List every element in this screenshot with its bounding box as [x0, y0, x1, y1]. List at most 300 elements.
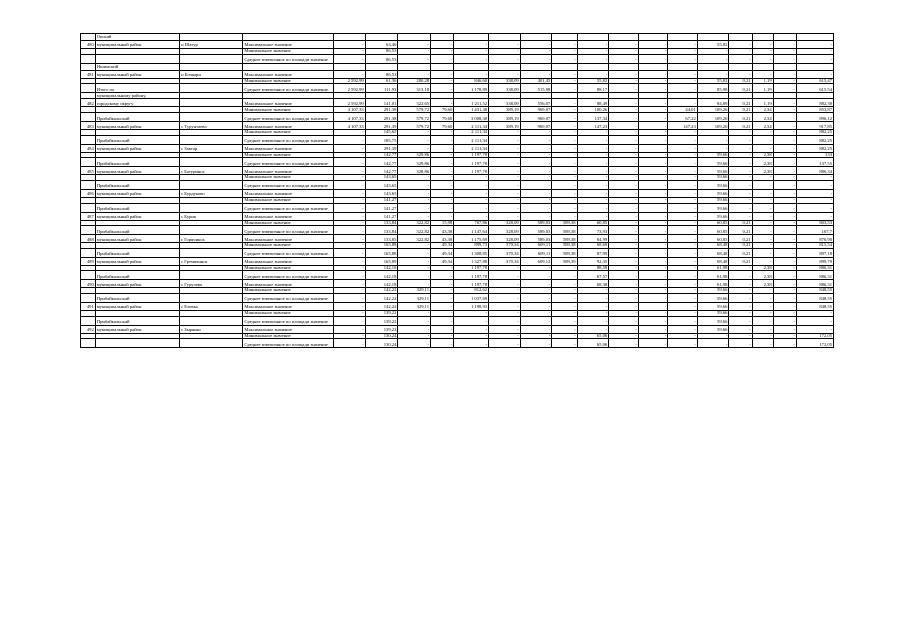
locality-cell	[180, 180, 243, 189]
value-cell: -	[796, 316, 833, 325]
value-cell: 1 211,52	[454, 99, 489, 107]
value-cell: -	[431, 203, 454, 212]
value-cell: -	[668, 316, 698, 325]
value-cell: -	[431, 99, 454, 107]
value-cell: -	[668, 189, 698, 197]
value-cell: 0,21	[729, 220, 752, 226]
value-cell: -	[773, 333, 796, 339]
indicator-cell: Минимальное значение	[243, 265, 334, 271]
value-cell: 109,26	[697, 122, 729, 130]
value-cell: 145,65	[365, 130, 398, 136]
value-cell: -	[431, 280, 454, 288]
value-cell: -	[334, 70, 366, 78]
value-cell: -	[697, 130, 729, 136]
value-cell: 328,09	[489, 220, 521, 226]
value-cell: 291,39	[365, 122, 398, 130]
row-number-cell	[81, 34, 96, 41]
value-cell: -	[668, 302, 698, 310]
value-cell: -	[729, 316, 752, 325]
value-cell: -	[552, 78, 577, 84]
value-cell: -	[398, 316, 431, 325]
value-cell: -	[729, 180, 752, 189]
value-cell: -	[773, 203, 796, 212]
value-cell: -	[729, 302, 752, 310]
value-cell: -	[520, 271, 552, 280]
value-cell: -	[773, 310, 796, 316]
value-cell: -	[431, 49, 454, 55]
value-cell: 59,66	[697, 316, 729, 325]
value-cell: -	[729, 197, 752, 203]
value-cell: 882,38	[796, 99, 833, 107]
value-cell: 61,98	[697, 271, 729, 280]
value-cell: 0,21	[729, 122, 752, 130]
value-cell: -	[334, 235, 366, 243]
value-cell: -	[577, 41, 609, 49]
value-cell: -	[668, 130, 698, 136]
value-cell: -	[552, 212, 577, 220]
value-cell: -	[398, 130, 431, 136]
value-cell: 589,38	[552, 248, 577, 257]
value-cell: 67,22	[668, 113, 698, 122]
value-cell: 1,19	[752, 78, 773, 84]
indicator-cell: Максимальное значение	[243, 280, 334, 288]
value-cell: 1 431,48	[454, 107, 489, 113]
value-cell: -	[577, 144, 609, 152]
value-cell: -	[638, 333, 668, 339]
value-cell: -	[609, 288, 639, 294]
value-cell: -	[773, 339, 796, 348]
value-cell: -	[638, 167, 668, 175]
value-cell: -	[668, 220, 698, 226]
value-cell: -	[638, 220, 668, 226]
value-cell: -	[398, 70, 431, 78]
value-cell: -	[697, 135, 729, 144]
value-cell: -	[609, 167, 639, 175]
value-cell: -	[638, 152, 668, 158]
value-cell: -	[668, 78, 698, 84]
value-cell: 2 111,34	[454, 135, 489, 144]
value-cell: -	[638, 212, 668, 220]
value-cell: 2 592,99	[334, 99, 366, 107]
district-cell: городскому округу	[95, 99, 179, 107]
value-cell	[365, 34, 398, 41]
value-cell: 291,39	[365, 144, 398, 152]
value-cell: -	[729, 325, 752, 333]
value-cell: -	[638, 78, 668, 84]
value-cell: 589,38	[552, 235, 577, 243]
value-cell: -	[668, 203, 698, 212]
value-cell: -	[609, 316, 639, 325]
value-cell: -	[752, 175, 773, 181]
value-cell: -	[638, 265, 668, 271]
value-cell: -	[334, 197, 366, 203]
value-cell: 165,89	[365, 257, 398, 265]
value-cell: -	[638, 248, 668, 257]
value-cell: -	[773, 325, 796, 333]
value-cell: -	[520, 339, 552, 348]
value-cell: -	[489, 49, 521, 55]
indicator-cell: Среднее взвешенное по площади значение	[243, 316, 334, 325]
locality-cell	[180, 226, 243, 235]
value-cell: 897,18	[796, 248, 833, 257]
value-cell: -	[398, 197, 431, 203]
value-cell: 44,01	[668, 107, 698, 113]
value-cell: -	[552, 265, 577, 271]
value-cell: -	[668, 197, 698, 203]
value-cell: 815,54	[796, 243, 833, 249]
value-cell: -	[520, 212, 552, 220]
value-cell: 291,38	[365, 107, 398, 113]
value-cell: -	[489, 180, 521, 189]
indicator-cell: Минимальное значение	[243, 49, 334, 55]
value-cell: -	[520, 175, 552, 181]
table-row	[81, 70, 834, 78]
value-cell: -	[489, 70, 521, 78]
value-cell: -	[729, 212, 752, 220]
value-cell: 1 178,89	[454, 84, 489, 93]
value-cell: -	[552, 325, 577, 333]
value-cell: -	[729, 130, 752, 136]
value-cell: -	[398, 175, 431, 181]
value-cell: 109,26	[697, 107, 729, 113]
value-cell: 59,66	[697, 325, 729, 333]
district-cell	[95, 54, 179, 63]
value-cell: -	[773, 302, 796, 310]
value-cell: -	[489, 310, 521, 316]
value-cell: 899,73	[454, 243, 489, 249]
value-cell	[796, 63, 833, 70]
locality-cell: с Батуринск	[180, 167, 243, 175]
value-cell: 49,34	[431, 257, 454, 265]
value-cell: -	[773, 235, 796, 243]
value-cell: -	[552, 49, 577, 55]
value-cell: -	[638, 280, 668, 288]
value-cell: 4 107,33	[334, 113, 366, 122]
value-cell: 68,48	[697, 248, 729, 257]
value-cell: -	[668, 226, 698, 235]
value-cell: -	[552, 84, 577, 93]
value-cell: -	[638, 310, 668, 316]
row-number-cell	[81, 113, 96, 122]
value-cell: 2,38	[752, 158, 773, 167]
value-cell: -	[609, 333, 639, 339]
value-cell: -	[729, 144, 752, 152]
indicator-cell: Максимальное значение	[243, 41, 334, 49]
value-cell: -	[668, 99, 698, 107]
locality-cell	[180, 135, 243, 144]
value-cell: -	[454, 339, 489, 348]
value-cell: 0,21	[729, 243, 752, 249]
value-cell: -	[552, 99, 577, 107]
row-number-cell	[81, 158, 96, 167]
value-cell: 133,84	[365, 220, 398, 226]
row-number-cell: 480	[81, 41, 96, 49]
value-cell: -	[773, 144, 796, 152]
value-cell: -	[431, 78, 454, 84]
value-cell: -	[668, 158, 698, 167]
row-number-cell	[81, 271, 96, 280]
value-cell: -	[334, 189, 366, 197]
table-row	[81, 99, 834, 107]
value-cell: -	[577, 197, 609, 203]
value-cell: -	[773, 197, 796, 203]
value-cell: -	[431, 265, 454, 271]
value-cell: -	[334, 54, 366, 63]
value-cell: -	[489, 197, 521, 203]
value-cell: -	[609, 248, 639, 257]
value-cell: 848,55	[796, 293, 833, 302]
value-cell: -	[668, 265, 698, 271]
value-cell: -	[334, 226, 366, 235]
value-cell: -	[454, 175, 489, 181]
indicator-cell: Среднее взвешенное по площади значение	[243, 293, 334, 302]
value-cell: -	[773, 180, 796, 189]
row-number-cell: 490	[81, 280, 96, 288]
value-cell: -	[729, 152, 752, 158]
value-cell: -	[638, 70, 668, 78]
value-cell: 55,82	[697, 78, 729, 84]
value-cell: -	[609, 122, 639, 130]
value-cell: -	[729, 49, 752, 55]
value-cell: -	[334, 212, 366, 220]
value-cell: 49,34	[431, 243, 454, 249]
value-cell	[729, 34, 752, 41]
locality-cell: с Гремячинск	[180, 257, 243, 265]
value-cell: -	[552, 203, 577, 212]
value-cell: 43,38	[431, 226, 454, 235]
value-cell	[552, 34, 577, 41]
table-row	[81, 41, 834, 49]
value-cell: 59,66	[697, 212, 729, 220]
value-cell: 79,60	[431, 107, 454, 113]
value-cell: -	[334, 135, 366, 144]
value-cell: -	[796, 310, 833, 316]
value-cell: 172,05	[796, 333, 833, 339]
value-cell: -	[752, 310, 773, 316]
value-cell: -	[520, 333, 552, 339]
value-cell: -	[334, 203, 366, 212]
value-cell: -	[609, 113, 639, 122]
value-cell: -	[431, 41, 454, 49]
value-cell: 68,38	[577, 280, 609, 288]
value-cell: 185,75	[365, 135, 398, 144]
value-cell: -	[752, 220, 773, 226]
value-cell: 88,49	[577, 99, 609, 107]
value-cell	[796, 34, 833, 41]
value-cell: 615,47	[796, 78, 833, 84]
value-cell: -	[773, 78, 796, 84]
value-cell: 61,98	[697, 265, 729, 271]
value-cell: -	[454, 49, 489, 55]
value-cell: -	[729, 288, 752, 294]
value-cell: -	[577, 167, 609, 175]
indicator-cell: Минимальное значение	[243, 175, 334, 181]
row-number-cell	[81, 316, 96, 325]
value-cell: -	[752, 288, 773, 294]
value-cell: -	[609, 271, 639, 280]
value-cell: -	[668, 135, 698, 144]
value-cell	[752, 34, 773, 41]
value-cell: -	[431, 197, 454, 203]
table-row	[81, 34, 834, 41]
value-cell: -	[729, 293, 752, 302]
value-cell: -	[489, 54, 521, 63]
value-cell: -	[752, 325, 773, 333]
value-cell: -	[773, 175, 796, 181]
locality-cell	[180, 84, 243, 93]
value-cell: -	[796, 175, 833, 181]
table-row	[81, 135, 834, 144]
value-cell: -	[773, 49, 796, 55]
row-number-cell	[81, 226, 96, 235]
indicator-cell: Максимальное значение	[243, 70, 334, 78]
value-cell: 328,86	[398, 167, 431, 175]
value-cell	[334, 34, 366, 41]
value-cell: -	[431, 144, 454, 152]
value-cell: 59,66	[697, 152, 729, 158]
value-cell: 2 111,34	[454, 122, 489, 130]
value-cell: -	[773, 54, 796, 63]
value-cell: -	[431, 293, 454, 302]
value-cell: -	[398, 265, 431, 271]
value-cell: -	[638, 325, 668, 333]
value-cell: -	[752, 70, 773, 78]
value-cell: -	[489, 203, 521, 212]
value-cell: 0,21	[729, 235, 752, 243]
locality-cell: с Зырянко	[180, 325, 243, 333]
value-cell: -	[520, 325, 552, 333]
value-cell: -	[398, 333, 431, 339]
value-cell: -	[773, 130, 796, 136]
value-cell: 59,66	[697, 189, 729, 197]
value-cell: -	[334, 220, 366, 226]
table-row	[81, 302, 834, 310]
table-row	[81, 235, 834, 243]
value-cell: -	[577, 54, 609, 63]
value-cell: -	[638, 135, 668, 144]
value-cell: -	[577, 180, 609, 189]
value-cell: 79,60	[431, 113, 454, 122]
value-cell	[638, 34, 668, 41]
indicator-cell: Среднее взвешенное по площади значение	[243, 135, 334, 144]
value-cell: -	[697, 339, 729, 348]
value-cell: -	[520, 54, 552, 63]
locality-cell	[180, 203, 243, 212]
value-cell: -	[398, 243, 431, 249]
value-cell: -	[729, 189, 752, 197]
value-cell: -	[520, 135, 552, 144]
value-cell: 0,21	[729, 113, 752, 122]
value-cell: -	[577, 158, 609, 167]
district-cell: Прибайкальский	[95, 158, 179, 167]
value-cell: -	[729, 41, 752, 49]
value-cell: 167,7	[796, 226, 833, 235]
value-cell: -	[609, 226, 639, 235]
value-cell: -	[638, 316, 668, 325]
value-cell: -	[773, 113, 796, 122]
value-cell: -	[552, 316, 577, 325]
value-cell: -	[668, 243, 698, 249]
value-cell: -	[729, 54, 752, 63]
value-cell: 917,85	[796, 122, 833, 130]
value-cell: 137,34	[577, 113, 609, 122]
indicator-cell: Максимальное значение	[243, 122, 334, 130]
value-cell: -	[796, 70, 833, 78]
district-cell: Прибайкальский	[95, 180, 179, 189]
district-cell: муниципальный район	[95, 122, 179, 130]
value-cell: -	[552, 158, 577, 167]
value-cell: -	[489, 152, 521, 158]
value-cell: 59,66	[697, 310, 729, 316]
indicator-cell: Максимальное значение	[243, 99, 334, 107]
value-cell: 59,66	[697, 167, 729, 175]
value-cell: 84,89	[697, 99, 729, 107]
value-cell: -	[398, 325, 431, 333]
value-cell: -	[668, 70, 698, 78]
table-row	[81, 180, 834, 189]
value-cell: -	[638, 122, 668, 130]
value-cell	[334, 63, 366, 70]
district-cell: муниципальный район	[95, 189, 179, 197]
value-cell: 338,09	[489, 84, 521, 93]
indicator-cell: Среднее взвешенное по площади значение	[243, 248, 334, 257]
value-cell: -	[638, 288, 668, 294]
value-cell: -	[609, 135, 639, 144]
value-cell: 2,38	[752, 152, 773, 158]
row-number-cell: 485	[81, 167, 96, 175]
value-cell: -	[729, 203, 752, 212]
value-cell: -	[668, 212, 698, 220]
value-cell: -	[520, 152, 552, 158]
value-cell: 55,82	[697, 41, 729, 49]
value-cell: -	[334, 41, 366, 49]
indicator-cell: Максимальное значение	[243, 235, 334, 243]
value-cell: 370,34	[489, 248, 521, 257]
table-row	[81, 280, 834, 288]
value-cell: 767,86	[454, 220, 489, 226]
locality-cell	[180, 248, 243, 257]
value-cell: 63,46	[365, 41, 398, 49]
value-cell: 139,22	[365, 316, 398, 325]
value-cell: 92,35	[577, 257, 609, 265]
value-cell: 882,25	[796, 135, 833, 144]
value-cell: -	[334, 158, 366, 167]
value-cell: -	[668, 41, 698, 49]
value-cell: -	[638, 113, 668, 122]
district-cell: муниципальный район	[95, 325, 179, 333]
value-cell: -	[520, 189, 552, 197]
value-cell: -	[697, 49, 729, 55]
value-cell: -	[638, 293, 668, 302]
value-cell: -	[398, 144, 431, 152]
value-cell: -	[489, 144, 521, 152]
value-cell: 0,21	[729, 84, 752, 93]
value-cell: -	[729, 70, 752, 78]
value-cell: 1,19	[752, 84, 773, 93]
value-cell: 109,26	[697, 113, 729, 122]
value-cell: -	[398, 271, 431, 280]
value-cell: -	[796, 203, 833, 212]
locality-cell: п Шатур	[180, 41, 243, 49]
value-cell: 1 198,93	[454, 302, 489, 310]
value-cell: 328,09	[489, 226, 521, 235]
district-cell: муниципальный район	[95, 167, 179, 175]
indicator-cell: Среднее взвешенное по площади значение	[243, 84, 334, 93]
value-cell: -	[638, 235, 668, 243]
value-cell: -	[334, 325, 366, 333]
locality-cell: с Бурик	[180, 212, 243, 220]
value-cell: -	[489, 265, 521, 271]
